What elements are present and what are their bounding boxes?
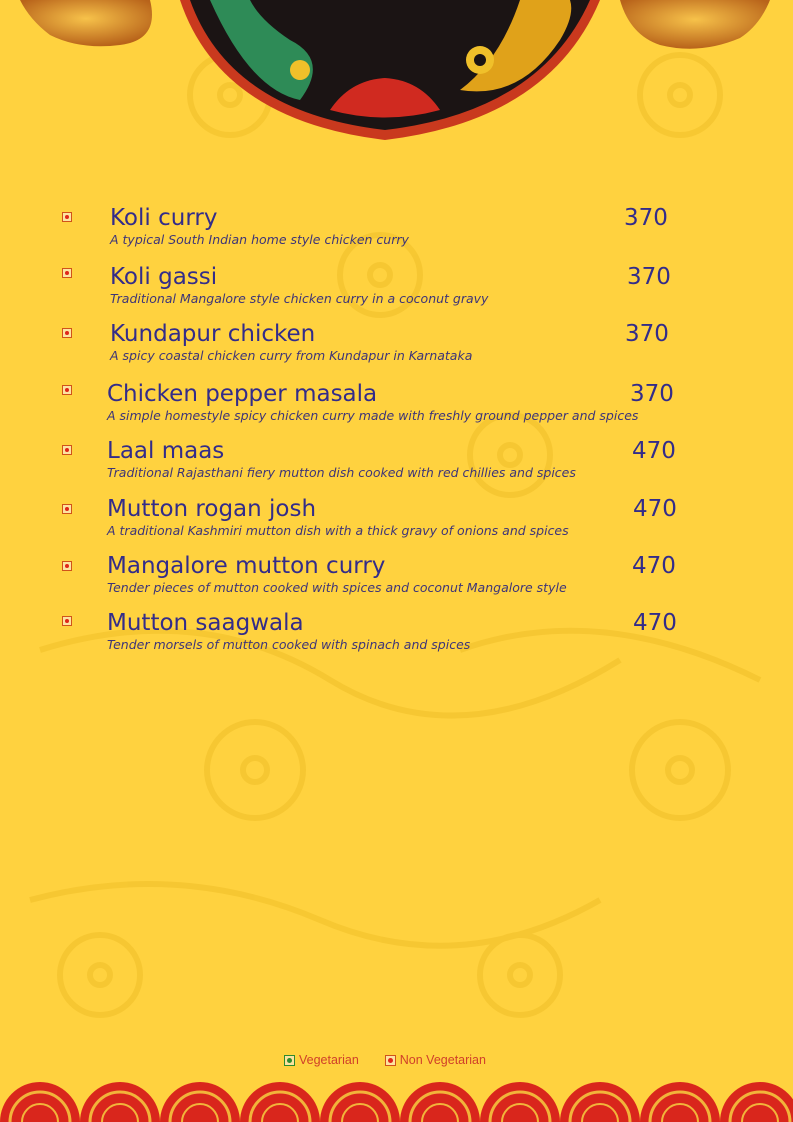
dish-description: A simple homestyle spicy chicken curry made with freshly ground pepper and spices <box>107 408 639 423</box>
dish-name: Kundapur chicken <box>110 321 316 347</box>
non-veg-marker-icon <box>62 445 72 455</box>
non-veg-marker-icon <box>62 268 72 278</box>
non-veg-marker-icon <box>385 1055 396 1066</box>
dish-price: 470 <box>632 438 676 464</box>
legend-nonveg-label: Non Vegetarian <box>399 1053 486 1067</box>
dish-price: 370 <box>630 381 674 407</box>
veg-marker-icon <box>284 1055 295 1066</box>
dish-description: Tender morsels of mutton cooked with spinach and spices <box>107 637 471 652</box>
dish-price: 470 <box>632 553 676 579</box>
dish-price: 470 <box>633 610 677 636</box>
top-ornament <box>0 0 793 150</box>
dish-name: Mutton saagwala <box>107 610 304 636</box>
non-veg-marker-icon <box>62 504 72 514</box>
dish-name: Mangalore mutton curry <box>107 553 386 579</box>
dish-name: Koli curry <box>110 205 218 231</box>
dish-description: A spicy coastal chicken curry from Kundapur in Karnataka <box>110 348 473 363</box>
dish-name: Chicken pepper masala <box>107 381 378 407</box>
dish-price: 370 <box>625 321 669 347</box>
non-veg-marker-icon <box>62 212 72 222</box>
dish-name: Mutton rogan josh <box>107 496 317 522</box>
legend-veg-label: Vegetarian <box>299 1053 359 1067</box>
non-veg-marker-icon <box>62 328 72 338</box>
non-veg-marker-icon <box>62 616 72 626</box>
dish-description: Traditional Mangalore style chicken curry in a coconut gravy <box>110 291 489 306</box>
bottom-ornament-border <box>0 1077 793 1122</box>
dish-description: A traditional Kashmiri mutton dish with a thick gravy of onions and spices <box>107 523 569 538</box>
legend <box>284 1053 486 1067</box>
dish-price: 370 <box>624 205 668 231</box>
dish-description: A typical South Indian home style chicken curry <box>110 232 409 247</box>
dish-description: Tender pieces of mutton cooked with spices and coconut Mangalore style <box>107 580 567 595</box>
dish-price: 470 <box>633 496 677 522</box>
dish-price: 370 <box>627 264 671 290</box>
dish-name: Koli gassi <box>110 264 218 290</box>
non-veg-marker-icon <box>62 561 72 571</box>
dish-name: Laal maas <box>107 438 225 464</box>
non-veg-marker-icon <box>62 385 72 395</box>
dish-description: Traditional Rajasthani fiery mutton dish cooked with red chillies and spices <box>107 465 576 480</box>
